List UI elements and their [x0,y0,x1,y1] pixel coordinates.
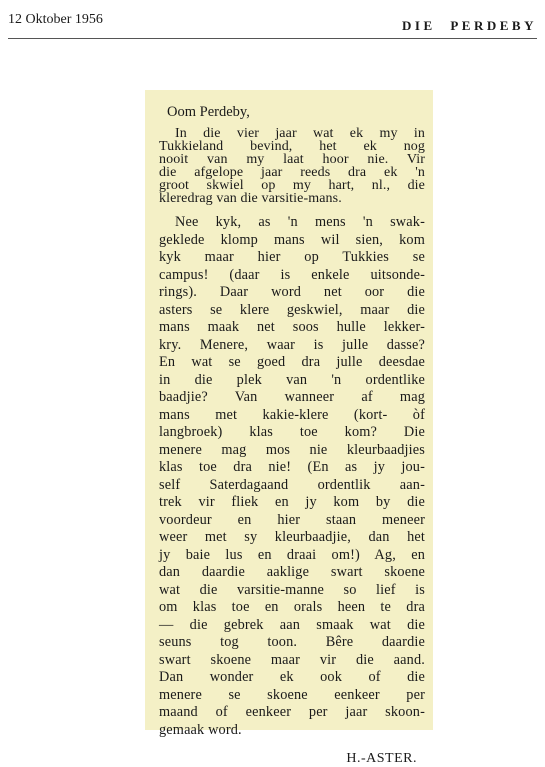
letter-line: baadjie? Van wanneer af mag [159,389,425,405]
letter-line: kyk maar hier op Tukkies se [159,249,425,265]
letter-line: Nee kyk, as 'n mens 'n swak- [175,214,425,230]
letter-line: jy baie lus en draai om!) Ag, en [159,546,425,563]
letter-clipping [145,90,433,766]
letter-line: langbroek) klas toe kom? Die [159,424,425,440]
letter-line: En wat se goed dra julle deesdae [159,354,425,370]
letter-signature: H.-ASTER. [346,751,417,766]
letter-line: maand of eenkeer per jaar skoon- [159,704,425,720]
publication-title: DIE PERDEBY [402,18,537,33]
letter-line: Dan wonder ek ook of die [159,669,425,685]
page-date: 12 Oktober 1956 [8,12,103,27]
letter-line: dan daardie aaklige swart skoene [159,564,425,580]
letter-line: campus! (daar is enkele uitsonde- [159,266,425,283]
letter-line: weer met sy kleurbaadjie, dan het [159,529,425,545]
header-rule [8,38,537,39]
letter-line: nooit van my laat hoor nie. Vir [159,152,425,167]
letter-line: geklede klomp mans wil sien, kom [159,231,425,248]
letter-line: In die vier jaar wat ek my in [175,126,425,141]
letter-line: mans maak net soos hulle lekker- [159,319,425,335]
letter-line: groot skwiel op my hart, nl., die [159,178,425,193]
letter-paragraph-1 [159,127,425,205]
letter-line: voordeur en hier staan meneer [159,511,425,528]
letter-line: klas toe dra nie! (En as jy jou- [159,459,425,475]
letter-line: swart skoene maar vir die aand. [159,651,425,668]
letter-line: menere se skoene eenkeer per [159,686,425,703]
letter-line: self Saterdagaand ordentlik aan- [159,476,425,493]
letter-line: in die plek van 'n ordentlike [159,371,425,388]
letter-line: om klas toe en orals heen te dra [159,599,425,615]
letter-line: — die gebrek aan smaak wat die [159,616,425,633]
letter-line: asters se klere geskwiel, maar die [159,301,425,318]
letter-line: gemaak word. [159,721,242,738]
letter-line: rings). Daar word net oor die [159,284,425,300]
letter-line: trek vir fliek en jy kom by die [159,494,425,510]
letter-line: kleredrag van die varsitie-mans. [159,191,342,206]
letter-line: mans met kakie-klere (kort- òf [159,406,425,423]
letter-line: wat die varsitie-manne so lief is [159,581,425,598]
letter-line: menere mag mos nie kleurbaadjies [159,441,425,458]
letter-salutation: Oom Perdeby, [167,104,250,120]
letter-line: Tukkieland bevind, het ek nog [159,139,425,154]
letter-line: die afgelope jaar reeds dra ek 'n [159,165,425,180]
letter-paragraph-2 [159,214,425,739]
letter-line: kry. Menere, waar is julle dasse? [159,336,425,353]
letter-line: seuns tog toon. Bêre daardie [159,634,425,650]
